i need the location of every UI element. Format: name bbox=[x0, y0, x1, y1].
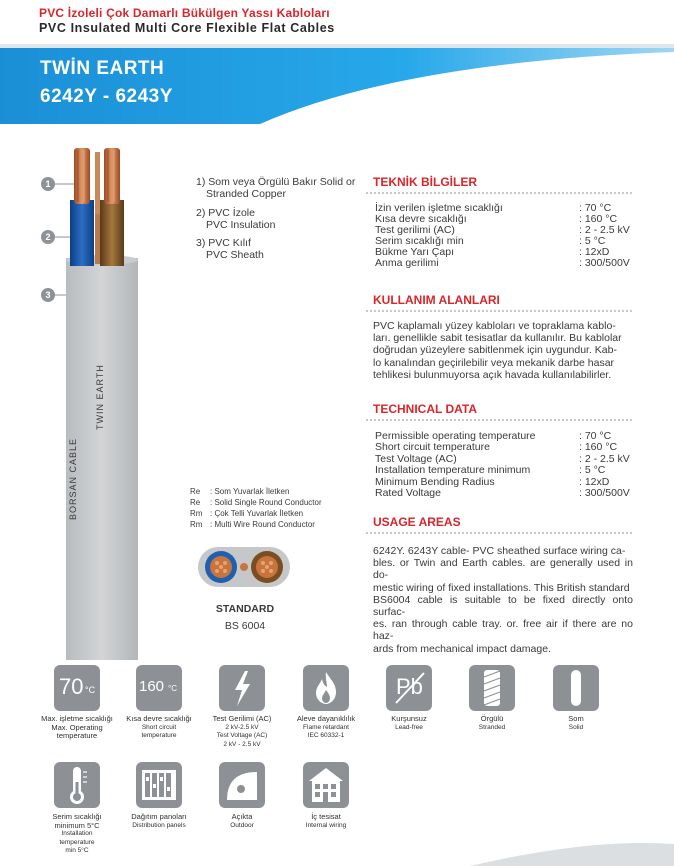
component-number: 3) bbox=[196, 237, 206, 249]
paragraph-line: tehlikesi bulunmuyorsa açık havada kullanılabilirler. bbox=[373, 368, 612, 381]
thermometer-70-icon: 70 °C bbox=[54, 665, 100, 711]
callout-2: 2 bbox=[41, 230, 55, 244]
legend-key: Rm bbox=[190, 509, 203, 518]
kullanim-paragraph bbox=[373, 320, 633, 381]
section-kullanim-heading: KULLANIM ALANLARI bbox=[373, 293, 500, 307]
component-2 bbox=[196, 207, 275, 231]
title-banner bbox=[0, 44, 674, 124]
legend-text: : Solid Single Round Conductor bbox=[210, 498, 322, 507]
divider bbox=[366, 532, 634, 534]
component-label-en: PVC Sheath bbox=[206, 249, 264, 261]
icon-caption-max-temp: Max. işletme sıcaklığı Max. Operating temperature bbox=[41, 714, 113, 740]
paragraph-line: es. ran through cable tray. or. free air if there are no haz- bbox=[373, 618, 633, 643]
header-title-en: PVC Insulated Multi Core Flexible Flat Cables bbox=[39, 21, 335, 35]
legend-text: : Som Yuvarlak İletken bbox=[210, 487, 290, 496]
legend-key: Re bbox=[190, 487, 201, 496]
paragraph-line: doğrudan yüzeylere sabitlenmek için uygundur. Kab- bbox=[373, 344, 617, 357]
component-number: 1) bbox=[196, 176, 206, 188]
conductor-legend bbox=[190, 486, 322, 530]
cable-print-brand: BORSAN CABLE bbox=[68, 437, 78, 520]
internal-wiring-icon bbox=[303, 762, 349, 808]
short-circuit-160-icon: 160 °C bbox=[136, 665, 182, 711]
component-3 bbox=[196, 237, 264, 261]
section-technical-heading: TECHNICAL DATA bbox=[373, 402, 477, 416]
component-1 bbox=[196, 176, 355, 200]
callout-3: 3 bbox=[41, 288, 55, 302]
component-number: 2) bbox=[196, 207, 206, 219]
header-title-tr: PVC İzoleli Çok Damarlı Bükülgen Yassı Kabloları bbox=[39, 6, 330, 20]
legend-key: Re bbox=[190, 498, 201, 507]
usage-paragraph bbox=[373, 545, 633, 655]
lightning-icon bbox=[219, 665, 265, 711]
icon-caption-stranded: Örgülü Stranded bbox=[478, 714, 506, 731]
icon-caption-lead-free: Kurşunsuz Lead-free bbox=[391, 714, 427, 731]
distribution-panel-icon bbox=[136, 762, 182, 808]
corner-swoosh bbox=[470, 836, 674, 866]
component-label: PVC Kılıf bbox=[208, 237, 251, 249]
outdoor-icon bbox=[219, 762, 265, 808]
section-usage-heading: USAGE AREAS bbox=[373, 515, 461, 529]
icon-caption-outdoor: Açıkta Outdoor bbox=[230, 812, 254, 829]
paragraph-line: BS6004 cable is suitable to be fixed directly onto surfac- bbox=[373, 593, 633, 619]
paragraph-line: ları. genellikle sabit tesisatlar da kullanılır. Bu kablolar bbox=[373, 332, 622, 345]
icon-caption-distribution: Dağıtım panoları Distribution panels bbox=[131, 812, 187, 829]
icon-caption-flame-retardant: Aleve dayanıklılık Flame retardant IEC 60332-1 bbox=[296, 714, 356, 739]
legend-text: : Multi Wire Round Conductor bbox=[210, 520, 315, 529]
paragraph-line: 6242Y. 6243Y cable- PVC sheathed surface wiring ca- bbox=[373, 545, 626, 557]
icon-caption-installation-temp: Serim sıcaklığı minimum 5°C Installation temperature min 5°C bbox=[52, 812, 102, 854]
section-teknik-heading: TEKNİK BİLGİLER bbox=[373, 175, 477, 189]
icon-caption-test-voltage: Test Gerilimi (AC) 2 kV-2.5 kV Test Voltage (AC) 2 kV - 2.5 kV bbox=[212, 714, 272, 748]
stranded-conductor-icon bbox=[469, 665, 515, 711]
divider bbox=[366, 419, 634, 421]
legend-text: : Çok Telli Yuvarlak İletken bbox=[210, 509, 304, 518]
flame-icon bbox=[303, 665, 349, 711]
icon-caption-solid: Som Solid bbox=[568, 714, 584, 731]
paragraph-line: bles. or Twin and Earth cables. are generally used in do- bbox=[373, 557, 633, 582]
low-temperature-icon bbox=[54, 762, 100, 808]
cable-illustration bbox=[0, 140, 175, 660]
standard-label: STANDARD bbox=[215, 603, 275, 615]
divider bbox=[366, 192, 634, 194]
legend-key: Rm bbox=[190, 520, 203, 529]
paragraph-line: PVC kaplamalı yüzey kabloları ve topraklama kablo- bbox=[373, 320, 616, 332]
solid-conductor-icon bbox=[553, 665, 599, 711]
divider bbox=[366, 310, 634, 312]
paragraph-line: mestic wiring of fixed installations. This British standard bbox=[373, 581, 630, 594]
standard-value: BS 6004 bbox=[224, 620, 266, 632]
paragraph-line: lo kanalından geçirilebilir veya mekanik darbe hasar bbox=[373, 356, 615, 369]
callout-1: 1 bbox=[41, 177, 55, 191]
component-label-en: PVC Insulation bbox=[206, 219, 276, 231]
cable-print-type: TWIN EARTH bbox=[95, 364, 105, 430]
icon-caption-short-circuit: Kısa devre sıcaklığı Short circuit temperature bbox=[126, 714, 192, 739]
paragraph-line: ards from mechanical impact damage. bbox=[373, 642, 551, 655]
product-name: TWİN EARTH bbox=[40, 58, 165, 79]
lead-free-icon: Pb bbox=[386, 665, 432, 711]
cross-section-diagram bbox=[196, 544, 292, 590]
component-label: Som veya Örgülü Bakır Solid or bbox=[208, 176, 356, 188]
icon-caption-internal-wiring: İç tesisat Internal wiring bbox=[305, 812, 347, 829]
component-label-en: Stranded Copper bbox=[206, 188, 286, 200]
product-code: 6242Y - 6243Y bbox=[40, 86, 173, 107]
component-label: PVC İzole bbox=[208, 207, 255, 219]
